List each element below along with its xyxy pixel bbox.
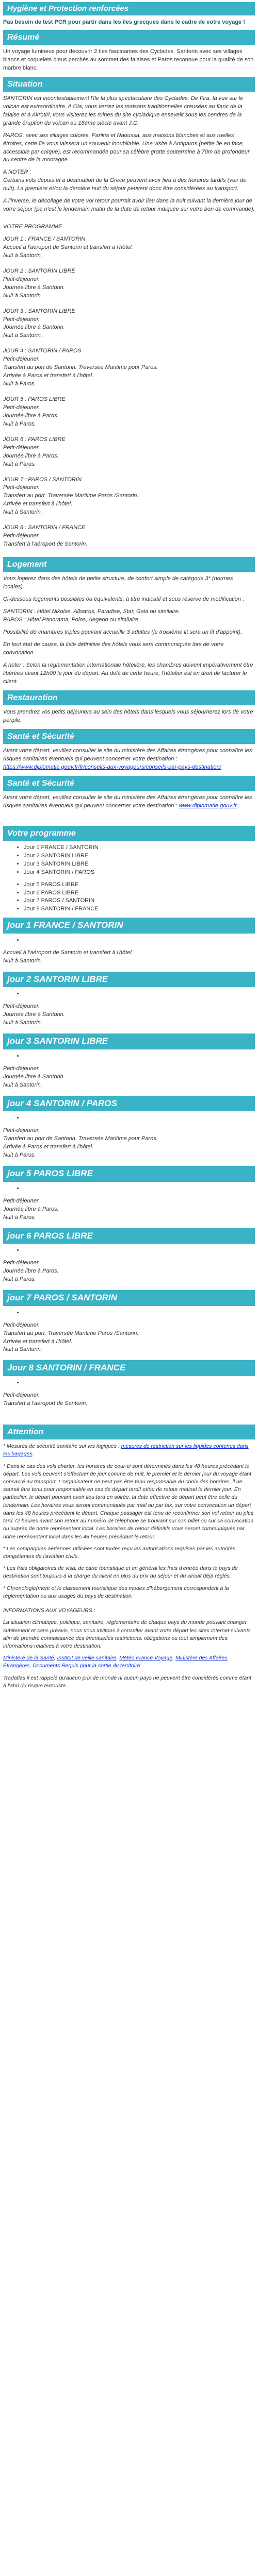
logement-paragraph-2: Ci-dessous logements possibles ou équivalents, à titre indicatif et sous réserve de modification : bbox=[3, 596, 245, 603]
programme-title: VOTRE PROGRAMME bbox=[3, 224, 62, 230]
separator: , bbox=[116, 1655, 120, 1662]
sante-link-2[interactable]: www.diplomatie.gouv.fr bbox=[179, 802, 237, 809]
spacer bbox=[3, 1284, 255, 1289]
programme-summary-item[interactable]: • Jour 4 SANTORIN / PAROS bbox=[24, 869, 255, 877]
situation-heading: Situation bbox=[3, 77, 255, 92]
bullet-item bbox=[24, 1379, 255, 1386]
bullet-item bbox=[24, 990, 255, 997]
sante-text-1-body: Avant votre départ, veuillez consulter le site du ministère des Affaires étrangères pour connaître les risques sanitaires éventuels qui peuvent concerner votre destination : bbox=[3, 747, 252, 762]
programme-day-line: Arrivée à Paros et transfert à l'hôtel. bbox=[3, 372, 94, 379]
logement-paragraph-5: Possibilité de chambres triples pouvant accueillir 3 adultes (le troisième lit sera un lit d'appoint). bbox=[3, 629, 243, 635]
spacer bbox=[3, 340, 255, 345]
day-line: Petit-déjeuner. bbox=[3, 1392, 40, 1399]
separator: , bbox=[54, 1655, 57, 1662]
programme-day bbox=[3, 235, 255, 265]
votre-programme-heading: Votre programme bbox=[3, 826, 255, 841]
day-heading: jour 6 PAROS LIBRE bbox=[3, 1228, 255, 1244]
spacer bbox=[3, 469, 255, 474]
programme-day bbox=[3, 267, 255, 306]
day-line: Nuit à Santorin. bbox=[3, 1020, 42, 1026]
separator: , bbox=[172, 1655, 176, 1662]
day-line: Petit-déjeuner. bbox=[3, 1065, 40, 1072]
day-empty-list bbox=[3, 1114, 255, 1122]
situation-paragraph-2: PAROS, avec ses villages colorés, Parikia et Naoussa, aux maisons blanches et aux ruelles étroites, cette île vous laissera un souvenir inoubliable. Une visite à Antiparos (petite île en face, accessible par caïque), est recommandée pour sa célèbre grotte souterraine à 70m de profondeur au centre de la montagne. bbox=[3, 132, 250, 163]
day-heading: jour 1 FRANCE / SANTORIN bbox=[3, 918, 255, 934]
hygiene-heading: Hygiène et Protection renforcées bbox=[3, 2, 255, 15]
programme-day-line: Journée libre à Santorin. bbox=[3, 324, 65, 331]
spacer bbox=[3, 1408, 255, 1413]
day-line: Journée libre à Santorin. bbox=[3, 1073, 65, 1080]
programme-day-line: Journée libre à Paros. bbox=[3, 412, 59, 419]
logement-santorin: SANTORIN : Hôtel Nikolas, Albatros, Paradise, Star, Gaia ou similaire. bbox=[3, 608, 180, 615]
programme-day-line: Nuit à Paros. bbox=[3, 381, 36, 387]
bullet-item bbox=[24, 1185, 255, 1192]
programme-day-label: JOUR 7 : PAROS / SANTORIN bbox=[3, 476, 82, 483]
logement-heading: Logement bbox=[3, 557, 255, 572]
programme-day-line: Petit-déjeuner. bbox=[3, 444, 40, 451]
programme-day-line: Accueil à l'aéroport de Santorin et transfert à l'hôtel. bbox=[3, 244, 133, 250]
programme-summary-item[interactable]: • Jour 5 PAROS LIBRE bbox=[24, 881, 255, 889]
day-line: Journée libre à Paros. bbox=[3, 1268, 59, 1275]
programme-day-line: Arrivée et transfert à l'hôtel. bbox=[3, 501, 73, 507]
programme-day-line: Journée libre à Santorin. bbox=[3, 284, 65, 291]
restauration-text: Vous prendrez vos petits déjeuners au sein des hôtels dans lesquels vous séjournerez lors de votre périple. bbox=[3, 708, 253, 723]
spacer bbox=[3, 218, 255, 223]
day-line: Arrivée à Paros et transfert à l'hôtel. bbox=[3, 1144, 94, 1150]
programme-day-line: Transfert au port. Traversée Maritime Paros /Santorin. bbox=[3, 493, 139, 499]
resume-text: Un voyage lumineux pour découvrir 2 îles fascinantes des Cyclades. Santorin avec ses villages blancs et coquelets bleus perchés au sommet des falaises et Paros reconnue pour la qualité de son marbre blanc. bbox=[3, 48, 254, 71]
link-ministere-sante[interactable]: Ministère de la Santé bbox=[3, 1655, 54, 1662]
programme-day-line: Journée libre à Paros. bbox=[3, 452, 59, 459]
programme-day-line: Nuit à Santorin. bbox=[3, 292, 42, 299]
day-sections bbox=[3, 918, 255, 1413]
day-line: Journée libre à Santorin. bbox=[3, 1011, 65, 1018]
day-empty-list bbox=[3, 1185, 255, 1192]
programme-day-line: Petit-déjeuner. bbox=[3, 484, 40, 491]
spacer bbox=[3, 815, 255, 823]
link-affaires-etrangeres[interactable]: Ministère des Affaires Étrangères bbox=[3, 1655, 228, 1669]
info-voyageurs-text: La situation climatique, politique, sanitaire, réglementaire de chaque pays du monde pouvant changer subitement et sans préavis, nous vous invitons à consulter avant votre départ les sites Internet suivants afin de prendre connaissance des éventuelles restrictions, obligations ou tout simplement des informations relatives à votre destination. bbox=[3, 1619, 251, 1649]
day-line: Petit-déjeuner. bbox=[3, 1127, 40, 1134]
programme-day-label: JOUR 5 : PAROS LIBRE bbox=[3, 396, 66, 402]
day-heading: Jour 8 SANTORIN / FRANCE bbox=[3, 1360, 255, 1376]
programme-day-line: Nuit à Paros. bbox=[3, 461, 36, 467]
programme-day-label: JOUR 2 : SANTORIN LIBRE bbox=[3, 267, 75, 274]
link-meteo-france[interactable]: Météo France Voyage bbox=[119, 1655, 173, 1662]
liquids-restriction-link[interactable]: mesures de restriction sur les liquides contenus dans les bagages bbox=[3, 1443, 249, 1458]
attention-heading: Attention bbox=[3, 1425, 255, 1439]
programme-summary-item[interactable]: • Jour 1 FRANCE / SANTORIN bbox=[24, 844, 255, 852]
day-line: Nuit à Paros. bbox=[3, 1214, 36, 1221]
bullet-item bbox=[24, 1309, 255, 1316]
programme-day-label: JOUR 3 : SANTORIN LIBRE bbox=[3, 308, 75, 314]
programme-day-line: Nuit à Santorin. bbox=[3, 252, 42, 259]
programme-day-line: Nuit à Santorin. bbox=[3, 332, 42, 339]
a-noter-paragraph-1: Certains vols depuis et à destination de la Grèce peuvent avoir lieu à des horaires tardifs (voir de nuit). La première et/ou la dernière nuit du séjour peuvent donc être considérées au transport. bbox=[3, 177, 247, 192]
logement-paros: PAROS : Hôtel Panorama, Polos, Aegeon ou similaire. bbox=[3, 616, 140, 623]
day-empty-list bbox=[3, 1379, 255, 1386]
programme-day-line: Transfert au port de Santorin. Traversée Maritime pour Paros. bbox=[3, 364, 158, 371]
day-line: Transfert à l'aéroport de Santorin. bbox=[3, 1400, 88, 1406]
programme-summary-item[interactable]: • Jour 2 SANTORIN LIBRE bbox=[24, 852, 255, 860]
day-line: Nuit à Paros. bbox=[3, 1276, 36, 1283]
programme-day bbox=[3, 524, 255, 554]
sante-text-2 bbox=[3, 794, 255, 810]
logement-paragraph-6: En tout état de cause, la liste définitive des hôtels vous sera communiquée lors de votre convocation. bbox=[3, 641, 224, 656]
day-heading: jour 7 PAROS / SANTORIN bbox=[3, 1290, 255, 1306]
day-line: Nuit à Santorin. bbox=[3, 1081, 42, 1088]
programme-day-line: Petit-déjeuner. bbox=[3, 356, 40, 363]
hygiene-lead: Pas besoin de test PCR pour partir dans les îles grecques dans le cadre de votre voyage ! bbox=[3, 19, 245, 25]
spacer bbox=[3, 1090, 255, 1095]
day-line: Nuit à Paros. bbox=[3, 1152, 36, 1159]
attention-paragraph-3: * Les compagnies aériennes utilisées sont toutes reçu les autorisations requises par les autorités compétentes de l'aviation civile. bbox=[3, 1545, 235, 1560]
day-empty-list bbox=[3, 1053, 255, 1060]
info-voyageurs-title: INFORMATIONS AUX VOYAGEURS : bbox=[3, 1607, 95, 1614]
attention-paragraph-5: * Chronologie(ment et le classement touristique des modes d'hébergement correspondent à la réglementation ou aux usages du pays de destination. bbox=[3, 1585, 229, 1599]
programme-day-label: JOUR 1 : FRANCE / SANTORIN bbox=[3, 236, 86, 242]
attention-p1-pre: * Mesures de sécurité sanitaire sur les logiques : bbox=[3, 1443, 121, 1450]
programme-day-line: Petit-déjeuner. bbox=[3, 276, 40, 282]
page bbox=[0, 2, 258, 1690]
day-empty-list bbox=[3, 1247, 255, 1254]
logement-paragraph-1: Vous logerez dans des hôtels de petite structure, de confort simple de catégorie 3* (normes locales). bbox=[3, 575, 233, 590]
spacer bbox=[3, 1160, 255, 1165]
spacer bbox=[3, 429, 255, 434]
programme-day bbox=[3, 308, 255, 346]
programme-day-label: JOUR 4 : SANTORIN / PAROS bbox=[3, 348, 82, 354]
day-heading: jour 4 SANTORIN / PAROS bbox=[3, 1096, 255, 1112]
day-line: Nuit à Santorin. bbox=[3, 957, 42, 964]
attention-paragraph-1 bbox=[3, 1443, 255, 1458]
sante-link-1[interactable]: https://www.diplomatie.gouv.fr/fr/conseils-aux-voyageurs/conseils-par-pays-destination/ bbox=[3, 764, 221, 770]
programme-day-line: Nuit à Paros. bbox=[3, 420, 36, 427]
bullet-item bbox=[24, 1053, 255, 1060]
bullet-item bbox=[24, 937, 255, 944]
programme-day-line: Petit-déjeuner. bbox=[3, 404, 40, 411]
a-noter-paragraph-2: A l'inverse, le décollage de votre vol retour pourrait avoir lieu dans la nuit suivant la dernière jour de votre séjour (pe n'est le lendemain matin de la date de retour indiquée sur votre bon de commande). bbox=[3, 198, 255, 213]
spacer bbox=[3, 517, 255, 522]
day-heading: jour 3 SANTORIN LIBRE bbox=[3, 1033, 255, 1049]
spacer bbox=[3, 549, 255, 554]
a-noter-title: A NOTER : bbox=[3, 169, 31, 176]
link-documents-requis[interactable]: Documents Requis pour la sortie du territoire bbox=[33, 1663, 140, 1669]
spacer bbox=[3, 1222, 255, 1227]
sante-text-2-body: Avant votre départ, veuillez consulter le site du ministère des Affaires étrangères pour connaître les risques sanitaires éventuels qui peuvent concerner votre destination : bbox=[3, 794, 252, 809]
day-line: Petit-déjeuner. bbox=[3, 1003, 40, 1010]
spacer bbox=[3, 1354, 255, 1359]
programme-day-label: JOUR 8 : SANTORIN / FRANCE bbox=[3, 524, 86, 531]
day-line: Accueil à l'aéroport de Santorin et transfert à l'hôtel. bbox=[3, 949, 133, 956]
day-line: Petit-déjeuner. bbox=[3, 1260, 40, 1266]
logement-paragraph-7: A noter : Selon la réglementation internationale hôtelière, les chambres doivent impérativement être libérées avant 12h00 le jour du départ. Au délà de cette heure, l'hôtelier est en droit de facturer le client. bbox=[3, 662, 253, 685]
programme-day-line: Petit-déjeuner. bbox=[3, 316, 40, 323]
sante-heading-1: Santé et Sécurité bbox=[3, 729, 255, 744]
day-line: Journée libre à Paros. bbox=[3, 1206, 59, 1212]
programme-day-label: JOUR 6 : PAROS LIBRE bbox=[3, 436, 66, 443]
resume-heading: Résumé bbox=[3, 30, 255, 45]
spacer bbox=[24, 877, 255, 881]
programme-day-line: Transfert à l'aéroport de Santorin. bbox=[3, 541, 88, 548]
link-veille-sanitaire[interactable]: Institut de veille sanitaire bbox=[57, 1655, 117, 1662]
attention-p1-post: . bbox=[32, 1451, 34, 1458]
separator: , bbox=[29, 1663, 33, 1669]
restauration-heading: Restauration bbox=[3, 690, 255, 705]
day-line: Transfert au port. Traversée Maritime Paros /Santorin. bbox=[3, 1330, 139, 1336]
day-line: Transfert au port de Santorin. Traversée Maritime pour Paros. bbox=[3, 1136, 158, 1142]
spacer bbox=[3, 260, 255, 265]
programme-day bbox=[3, 347, 255, 394]
attention-paragraph-2: * Dans le cas des vols charter, les horaires de cour-ci sont déterminés dans les 48 heures précédant le départ. Les vols peuvent s'effectuer de jour comme de nuit, le premier et le dernier jour du voyage étant consacré au transport. L'organisateur ne peut pas être tenu responsable du choix des horaires, il ne saurait être tenu pour responsable en cas de départ tardif et/ou de retour matinal le dernier jour. En particulier, le départ pouvant avoir lieu tard en soirée, la date effective de départ peut être celle du lendemain. Les horaires vous seront communiqués par mail ou par fax, sur votre convocation un départ dans les 48 heures précédent le départ. Chaque passager est tenu de reconfirmer son vol retour au plus tard 72 heures avant son retour au numéro de téléphone se trouvant sur son billet ou sur sa convocation ou auprès de notre représentant local. Les horaires de retour définitifs vous seront communiqués par notre représentant local dans les 48 heures précédant le retour. bbox=[3, 1463, 254, 1540]
programme-summary-item[interactable]: • Jour 3 SANTORIN LIBRE bbox=[24, 860, 255, 869]
programme-day-line: Nuit à Santorin. bbox=[3, 509, 42, 516]
programme-days bbox=[3, 235, 255, 554]
spacer bbox=[3, 1413, 255, 1421]
programme-day-line: Petit-déjeuner. bbox=[3, 533, 40, 539]
day-empty-list bbox=[3, 937, 255, 944]
day-empty-list bbox=[3, 990, 255, 997]
info-links bbox=[3, 1654, 255, 1670]
situation-paragraph-1: SANTORIN est incontestablement l'île la plus spectaculaire des Cyclades. De Fira, la vue sur le volcan est extraordinaire. A Oia, vous verrez les maisons traditionnelles creusées au flanc de la falaise et à Akrotiri, vous visiterez les ruines du site cycladique ensevelit sous les cendres de la grande éruption du volcan au 16ème siècle avant J.C. bbox=[3, 95, 244, 126]
programme-summary-list bbox=[3, 844, 255, 914]
day-line: Nuit à Santorin. bbox=[3, 1346, 42, 1353]
programme-summary-item[interactable]: • Jour 7 PAROS / SANTORIN bbox=[24, 897, 255, 905]
day-heading: jour 2 SANTORIN LIBRE bbox=[3, 972, 255, 988]
programme-day bbox=[3, 436, 255, 474]
spacer bbox=[3, 965, 255, 971]
sante-heading-2: Santé et Sécurité bbox=[3, 776, 255, 791]
final-note: Tradatlas il est rappelé qu'aucun prix de monde ni aucun pays ne peuvent être considérés comme étant à l'abri du risque terroriste. bbox=[3, 1674, 252, 1689]
programme-day bbox=[3, 476, 255, 522]
day-line: Petit-déjeuner. bbox=[3, 1197, 40, 1204]
bullet-item bbox=[24, 1114, 255, 1122]
spacer bbox=[3, 1027, 255, 1032]
programme-summary-item[interactable]: • Jour 6 PAROS LIBRE bbox=[24, 889, 255, 897]
sante-text-1 bbox=[3, 747, 255, 772]
day-line: Arrivée et transfert à l'hôtel. bbox=[3, 1338, 73, 1345]
spacer bbox=[3, 300, 255, 306]
day-heading: jour 5 PAROS LIBRE bbox=[3, 1166, 255, 1182]
day-line: Petit-déjeuner. bbox=[3, 1321, 40, 1328]
bullet-item bbox=[24, 1247, 255, 1254]
programme-day bbox=[3, 396, 255, 434]
programme-summary-item[interactable]: • Jour 8 SANTORIN / FRANCE bbox=[24, 905, 255, 913]
day-empty-list bbox=[3, 1309, 255, 1316]
spacer bbox=[3, 388, 255, 394]
attention-paragraph-4: * Les frais obligatoires de visa, de carte touristique et en général les frais d'entrée dans le pays de destination sont toujours à la charge du client en plus du prix du séjour et du circuit déjà réglés. bbox=[3, 1565, 238, 1580]
